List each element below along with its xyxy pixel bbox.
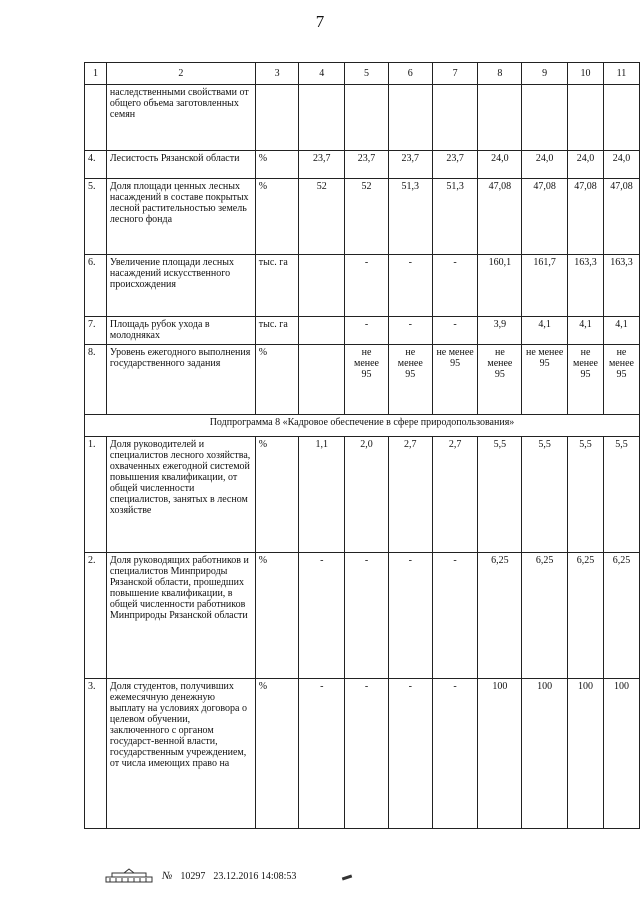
document-footer xyxy=(104,868,296,884)
value-cell: не менее 95 xyxy=(603,345,639,415)
value-cell: - xyxy=(388,679,432,829)
header-cell: 8 xyxy=(478,63,522,85)
table-row xyxy=(85,151,640,179)
value-cell: 160,1 xyxy=(478,255,522,317)
value-cell: 100 xyxy=(603,679,639,829)
value-cell: - xyxy=(345,317,389,345)
document-datetime: 23.12.2016 14:08:53 xyxy=(213,870,297,882)
row-number: 8. xyxy=(85,345,107,415)
unit-cell: тыс. га xyxy=(255,317,299,345)
table-row xyxy=(85,679,640,829)
header-cell: 5 xyxy=(345,63,389,85)
value-cell: 4,1 xyxy=(522,317,568,345)
value-cell: не менее 95 xyxy=(388,345,432,415)
table-row xyxy=(85,85,640,151)
row-number: 7. xyxy=(85,317,107,345)
value-cell: - xyxy=(432,255,478,317)
value-cell: - xyxy=(299,553,345,679)
building-logo-icon xyxy=(104,868,154,884)
value-cell xyxy=(299,317,345,345)
row-number: 5. xyxy=(85,179,107,255)
table-row xyxy=(85,255,640,317)
value-cell xyxy=(432,85,478,151)
value-cell: 2,7 xyxy=(432,437,478,553)
value-cell: не менее 95 xyxy=(522,345,568,415)
unit-cell: тыс. га xyxy=(255,255,299,317)
table-row xyxy=(85,553,640,679)
header-cell: 7 xyxy=(432,63,478,85)
table-row xyxy=(85,345,640,415)
subprogram-row xyxy=(85,415,640,437)
value-cell: 163,3 xyxy=(603,255,639,317)
value-cell xyxy=(299,255,345,317)
indicator-name: Уровень ежегодного выполнения государственного задания xyxy=(106,345,255,415)
header-cell: 3 xyxy=(255,63,299,85)
value-cell: - xyxy=(388,317,432,345)
value-cell: не менее 95 xyxy=(345,345,389,415)
value-cell: 24,0 xyxy=(478,151,522,179)
table-row xyxy=(85,317,640,345)
indicators-table xyxy=(84,62,640,829)
value-cell xyxy=(603,85,639,151)
value-cell: - xyxy=(388,255,432,317)
indicator-name: Площадь рубок ухода в молодняках xyxy=(106,317,255,345)
page-number: 7 xyxy=(315,12,325,31)
value-cell: - xyxy=(345,553,389,679)
value-cell xyxy=(299,345,345,415)
value-cell: 23,7 xyxy=(388,151,432,179)
value-cell: - xyxy=(432,317,478,345)
indicator-name: наследственными свойствами от общего объема заготовленных семян xyxy=(106,85,255,151)
value-cell: 6,25 xyxy=(568,553,604,679)
value-cell: 24,0 xyxy=(522,151,568,179)
row-number: 4. xyxy=(85,151,107,179)
indicator-name: Доля руководителей и специалистов лесного хозяйства, охваченных ежегодной системой повышения квалификации, от общей численности специалистов, занятых в лесном хозяйстве xyxy=(106,437,255,553)
table-row xyxy=(85,179,640,255)
value-cell: 24,0 xyxy=(568,151,604,179)
scan-mark xyxy=(342,875,352,881)
value-cell: 23,7 xyxy=(299,151,345,179)
unit-cell: % xyxy=(255,437,299,553)
value-cell: 5,5 xyxy=(522,437,568,553)
value-cell: 4,1 xyxy=(568,317,604,345)
value-cell: не менее 95 xyxy=(478,345,522,415)
unit-cell: % xyxy=(255,679,299,829)
indicator-name: Доля площади ценных лесных насаждений в составе покрытых лесной растительностью земель лесного фонда xyxy=(106,179,255,255)
number-sign: № xyxy=(162,870,173,882)
indicator-name: Увеличение площади лесных насаждений искусственного происхождения xyxy=(106,255,255,317)
value-cell: 6,25 xyxy=(522,553,568,679)
header-cell: 6 xyxy=(388,63,432,85)
row-number: 2. xyxy=(85,553,107,679)
indicator-name: Доля руководящих работников и специалистов Минприроды Рязанской области, прошедших повышение квалификации, в общей численности работников Минприроды Рязанской области xyxy=(106,553,255,679)
value-cell: 47,08 xyxy=(478,179,522,255)
value-cell: 3,9 xyxy=(478,317,522,345)
value-cell: - xyxy=(388,553,432,679)
value-cell: 100 xyxy=(522,679,568,829)
unit-cell: % xyxy=(255,179,299,255)
indicator-name: Доля студентов, получивших ежемесячную денежную выплату на условиях договора о целевом обучении, заключенного с органом государст-венной власти, государственным учреждением, от числа имеющих право на xyxy=(106,679,255,829)
value-cell: - xyxy=(345,679,389,829)
document-number: 10297 xyxy=(180,870,206,882)
indicator-name: Лесистость Рязанской области xyxy=(106,151,255,179)
table-row xyxy=(85,437,640,553)
table-body xyxy=(85,63,640,829)
header-row xyxy=(85,63,640,85)
value-cell xyxy=(388,85,432,151)
value-cell: - xyxy=(299,679,345,829)
value-cell: 47,08 xyxy=(603,179,639,255)
row-number xyxy=(85,85,107,151)
value-cell: 4,1 xyxy=(603,317,639,345)
header-cell: 2 xyxy=(106,63,255,85)
value-cell xyxy=(568,85,604,151)
header-cell: 11 xyxy=(603,63,639,85)
value-cell xyxy=(299,85,345,151)
value-cell: 6,25 xyxy=(478,553,522,679)
value-cell xyxy=(478,85,522,151)
value-cell: 52 xyxy=(345,179,389,255)
row-number: 1. xyxy=(85,437,107,553)
value-cell: 5,5 xyxy=(478,437,522,553)
value-cell: 1,1 xyxy=(299,437,345,553)
value-cell: 51,3 xyxy=(432,179,478,255)
value-cell: 2,0 xyxy=(345,437,389,553)
unit-cell: % xyxy=(255,345,299,415)
value-cell: 52 xyxy=(299,179,345,255)
value-cell xyxy=(522,85,568,151)
unit-cell: % xyxy=(255,151,299,179)
value-cell: не менее 95 xyxy=(568,345,604,415)
unit-cell xyxy=(255,85,299,151)
header-cell: 9 xyxy=(522,63,568,85)
row-number: 3. xyxy=(85,679,107,829)
value-cell: 24,0 xyxy=(603,151,639,179)
unit-cell: % xyxy=(255,553,299,679)
value-cell: 100 xyxy=(478,679,522,829)
value-cell: 100 xyxy=(568,679,604,829)
value-cell: 5,5 xyxy=(568,437,604,553)
value-cell: 47,08 xyxy=(568,179,604,255)
value-cell: 23,7 xyxy=(345,151,389,179)
value-cell: 163,3 xyxy=(568,255,604,317)
value-cell: 2,7 xyxy=(388,437,432,553)
row-number: 6. xyxy=(85,255,107,317)
value-cell: 161,7 xyxy=(522,255,568,317)
value-cell: 5,5 xyxy=(603,437,639,553)
value-cell: не менее 95 xyxy=(432,345,478,415)
value-cell: - xyxy=(345,255,389,317)
value-cell: 51,3 xyxy=(388,179,432,255)
value-cell: 6,25 xyxy=(603,553,639,679)
value-cell xyxy=(345,85,389,151)
value-cell: - xyxy=(432,679,478,829)
value-cell: 23,7 xyxy=(432,151,478,179)
subprogram-title: Подпрограмма 8 «Кадровое обеспечение в сфере природопользования» xyxy=(85,415,640,437)
header-cell: 1 xyxy=(85,63,107,85)
value-cell: 47,08 xyxy=(522,179,568,255)
header-cell: 10 xyxy=(568,63,604,85)
header-cell: 4 xyxy=(299,63,345,85)
value-cell: - xyxy=(432,553,478,679)
